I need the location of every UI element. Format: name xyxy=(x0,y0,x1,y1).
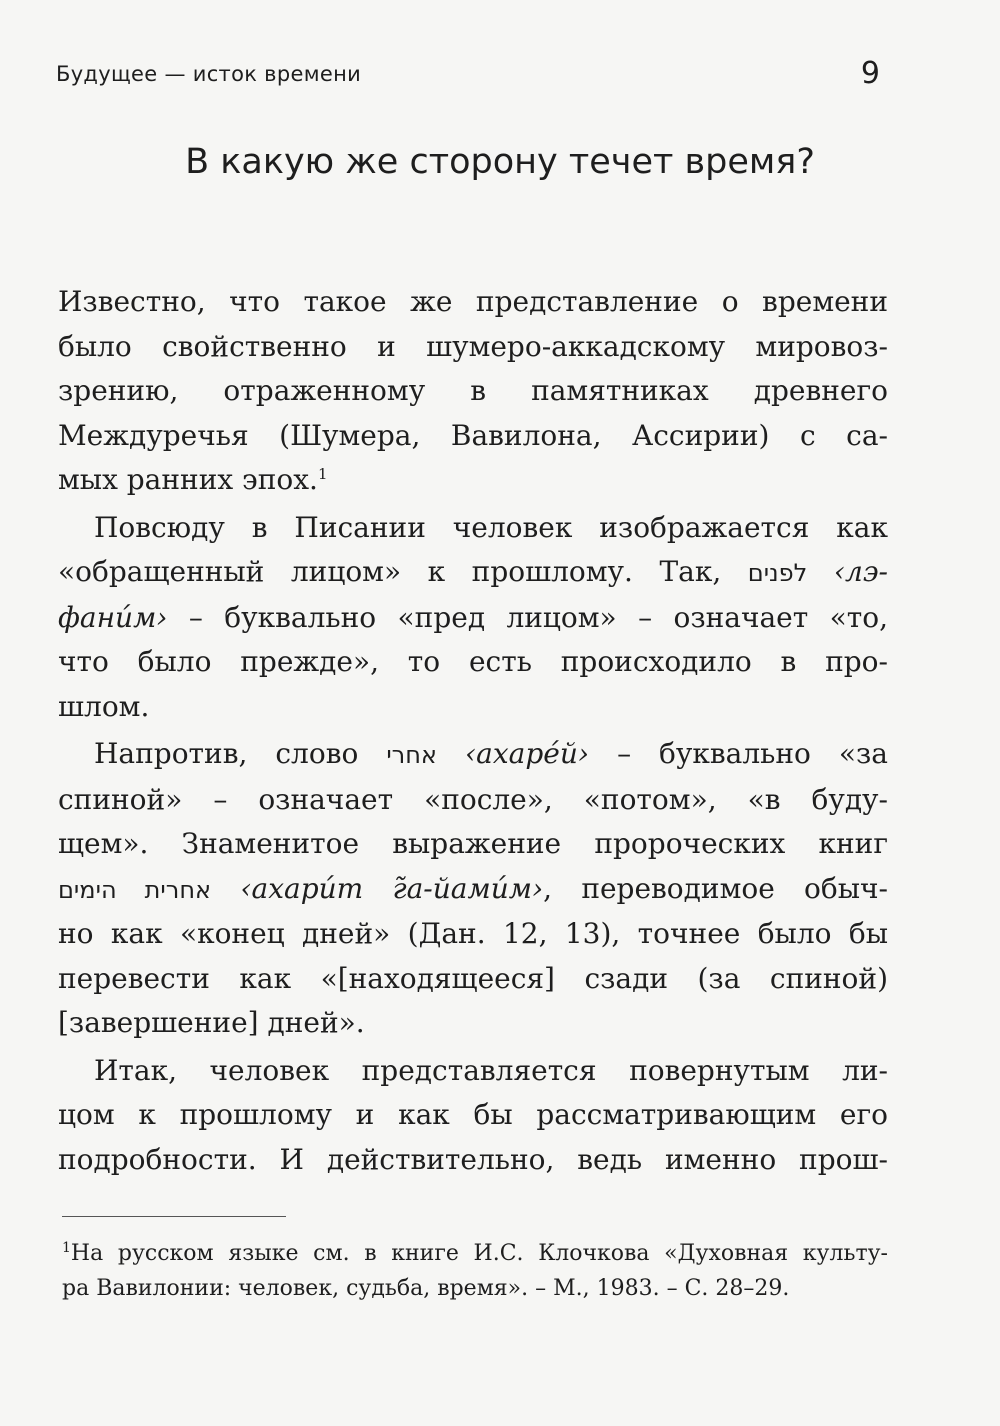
text-line: цом к прошлому и как бы рассматривающим его xyxy=(58,1098,888,1131)
running-title: Будущее — исток времени xyxy=(56,62,362,86)
transliteration: ‹ахари́т г̃а-йами́м› xyxy=(240,871,544,905)
text-fragment: На русском языке см. в книге И.С. Клочкова «Духовная культу- xyxy=(70,1241,888,1266)
text-line: зрению, отраженному в памятниках древнего xyxy=(58,374,888,407)
text-line xyxy=(58,550,888,596)
text-line xyxy=(58,596,888,641)
text-line xyxy=(58,732,888,778)
text-line: [завершение] дней». xyxy=(58,1006,365,1039)
text-fragment: , переводимое обыч- xyxy=(543,871,888,905)
chapter-title: В какую же сторону течет время? xyxy=(185,142,815,182)
page-header xyxy=(56,56,886,100)
paragraph-4 xyxy=(58,1049,888,1183)
text-fragment: – буквально «пред лицом» – означает «то, xyxy=(188,600,889,634)
body-text xyxy=(58,280,888,1182)
text-line: Итак, человек представляется повернутым ли- xyxy=(94,1053,888,1087)
text-line: было свойственно и шумеро-аккадскому мировоз- xyxy=(58,329,888,363)
footnote-marker: 1 xyxy=(62,1240,71,1256)
page-number: 9 xyxy=(860,56,880,91)
paragraph-3 xyxy=(58,732,888,1046)
text-fragment: мых ранних эпох. xyxy=(58,463,318,496)
hebrew-word-aharei: אחרי xyxy=(386,741,437,769)
text-line: но как «конец дней» (Дан. 12, 13), точнее было бы xyxy=(58,917,888,950)
text-line: шлом. xyxy=(58,689,150,723)
footnote xyxy=(62,1236,888,1306)
text-fragment: «обращенный лицом» к прошлому. Так, xyxy=(58,555,722,588)
transliteration: ‹ахаре́й› xyxy=(464,737,590,770)
footnote-line xyxy=(62,1236,888,1271)
hebrew-word-lefanim: לפנים xyxy=(747,559,808,587)
text-fragment: – буквально «за xyxy=(617,737,888,770)
text-fragment: Напротив, слово xyxy=(94,737,359,770)
text-line xyxy=(58,867,888,913)
text-line xyxy=(58,458,888,503)
footnote-divider xyxy=(62,1216,286,1217)
hebrew-phrase-aharit: אחרית הימים xyxy=(58,875,212,904)
text-line: Междуречья (Шумера, Вавилона, Ассирии) с са- xyxy=(58,418,888,452)
footnote-line: ра Вавилонии: человек, судьба, время». – М., 1983. – С. 28–29. xyxy=(62,1276,790,1301)
transliteration: ‹лэ- xyxy=(833,555,888,588)
text-line: что было прежде», то есть происходило в про- xyxy=(58,645,888,678)
transliteration: фани́м› xyxy=(58,600,168,634)
text-line: Известно, что такое же представление о времени xyxy=(58,285,888,318)
text-line: перевести как «[находящееся] сзади (за спиной) xyxy=(58,961,888,995)
paragraph-1 xyxy=(58,280,888,503)
text-line: подробности. И действительно, ведь именно прош- xyxy=(58,1142,888,1176)
text-line: Повсюду в Писании человек изображается как xyxy=(94,510,888,544)
footnote-reference: 1 xyxy=(317,465,328,483)
paragraph-2 xyxy=(58,506,888,730)
text-line: спиной» – означает «после», «потом», «в буду- xyxy=(58,782,888,816)
text-line: щем». Знаменитое выражение пророческих книг xyxy=(58,827,888,860)
